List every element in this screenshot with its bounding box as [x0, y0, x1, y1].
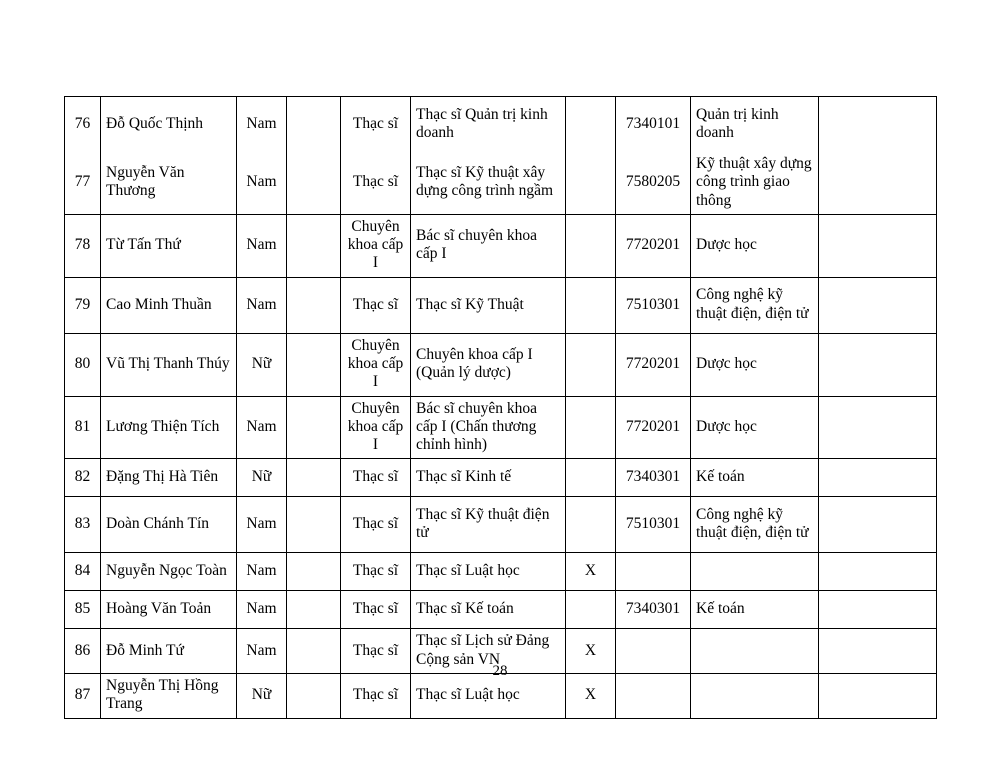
- cell-note: [819, 673, 937, 718]
- cell-degree: Thạc sĩ Luật học: [411, 553, 566, 591]
- cell-stt: 83: [65, 497, 101, 553]
- cell-degree: Thạc sĩ Luật học: [411, 673, 566, 718]
- page-number: 28: [492, 663, 508, 679]
- cell-level: Thạc sĩ: [341, 97, 411, 153]
- cell-major: Kế toán: [691, 459, 819, 497]
- cell-stt: 87: [65, 673, 101, 718]
- cell-sex: Nam: [237, 553, 287, 591]
- cell-name: Hoàng Văn Toản: [101, 591, 237, 629]
- table-row: [65, 277, 937, 333]
- cell-sex: Nam: [237, 396, 287, 459]
- cell-note: [819, 277, 937, 333]
- cell-code: 7340301: [616, 591, 691, 629]
- cell-sex2: [287, 277, 341, 333]
- cell-level: Chuyên khoa cấp I: [341, 396, 411, 459]
- table-row: [65, 152, 937, 214]
- cell-degree: Thạc sĩ Lịch sử Đảng Cộng sản VN: [411, 629, 566, 674]
- cell-sex: Nữ: [237, 333, 287, 396]
- cell-stt: 79: [65, 277, 101, 333]
- table-row: [65, 553, 937, 591]
- cell-degree: Thạc sĩ Kế toán: [411, 591, 566, 629]
- cell-sex: Nam: [237, 277, 287, 333]
- cell-note: [819, 333, 937, 396]
- cell-stt: 85: [65, 591, 101, 629]
- cell-code: 7340101: [616, 97, 691, 153]
- cell-name: Nguyễn Ngọc Toàn: [101, 553, 237, 591]
- cell-major: Kỹ thuật xây dựng công trình giao thông: [691, 152, 819, 214]
- cell-level: Chuyên khoa cấp I: [341, 333, 411, 396]
- table-row: [65, 673, 937, 718]
- cell-name: Vũ Thị Thanh Thúy: [101, 333, 237, 396]
- cell-stt: 80: [65, 333, 101, 396]
- cell-code: 7580205: [616, 152, 691, 214]
- cell-mark: [566, 152, 616, 214]
- cell-sex2: [287, 673, 341, 718]
- cell-sex2: [287, 497, 341, 553]
- cell-sex2: [287, 459, 341, 497]
- cell-code: 7340301: [616, 459, 691, 497]
- cell-mark: X: [566, 553, 616, 591]
- cell-stt: 76: [65, 97, 101, 153]
- table-row: [65, 459, 937, 497]
- table-row: [65, 497, 937, 553]
- cell-sex2: [287, 152, 341, 214]
- cell-sex2: [287, 591, 341, 629]
- table-row: [65, 214, 937, 277]
- cell-major: Dược học: [691, 333, 819, 396]
- cell-mark: [566, 497, 616, 553]
- cell-major: Dược học: [691, 396, 819, 459]
- cell-level: Thạc sĩ: [341, 673, 411, 718]
- cell-name: Từ Tấn Thứ: [101, 214, 237, 277]
- cell-sex: Nữ: [237, 673, 287, 718]
- cell-sex: Nam: [237, 591, 287, 629]
- cell-level: Thạc sĩ: [341, 591, 411, 629]
- cell-code: [616, 673, 691, 718]
- cell-name: Doàn Chánh Tín: [101, 497, 237, 553]
- cell-major: Quản trị kinh doanh: [691, 97, 819, 153]
- cell-note: [819, 497, 937, 553]
- cell-code: [616, 553, 691, 591]
- cell-name: Đỗ Quốc Thịnh: [101, 97, 237, 153]
- cell-major: [691, 553, 819, 591]
- cell-major: Công nghệ kỹ thuật điện, điện tử: [691, 497, 819, 553]
- cell-name: Cao Minh Thuần: [101, 277, 237, 333]
- table-body: [65, 97, 937, 719]
- personnel-table: [64, 96, 937, 719]
- cell-level: Thạc sĩ: [341, 277, 411, 333]
- cell-stt: 81: [65, 396, 101, 459]
- cell-degree: Thạc sĩ Kỹ thuật điện tử: [411, 497, 566, 553]
- cell-degree: Thạc sĩ Quản trị kinh doanh: [411, 97, 566, 153]
- cell-sex2: [287, 396, 341, 459]
- cell-sex: Nam: [237, 152, 287, 214]
- cell-level: Chuyên khoa cấp I: [341, 214, 411, 277]
- cell-code: 7510301: [616, 497, 691, 553]
- cell-sex: Nam: [237, 629, 287, 674]
- cell-level: Thạc sĩ: [341, 152, 411, 214]
- cell-level: Thạc sĩ: [341, 459, 411, 497]
- table-row: [65, 591, 937, 629]
- cell-degree: Thạc sĩ Kỹ thuật xây dựng công trình ngầm: [411, 152, 566, 214]
- cell-degree: Thạc sĩ Kỹ Thuật: [411, 277, 566, 333]
- cell-mark: X: [566, 673, 616, 718]
- cell-degree: Bác sĩ chuyên khoa cấp I: [411, 214, 566, 277]
- cell-code: 7720201: [616, 214, 691, 277]
- cell-note: [819, 396, 937, 459]
- cell-name: Nguyễn Thị Hồng Trang: [101, 673, 237, 718]
- cell-major: Kế toán: [691, 591, 819, 629]
- cell-note: [819, 459, 937, 497]
- cell-name: Đặng Thị Hà Tiên: [101, 459, 237, 497]
- cell-level: Thạc sĩ: [341, 629, 411, 674]
- cell-level: Thạc sĩ: [341, 497, 411, 553]
- cell-stt: 84: [65, 553, 101, 591]
- cell-major: Dược học: [691, 214, 819, 277]
- cell-mark: [566, 591, 616, 629]
- cell-note: [819, 97, 937, 215]
- cell-sex: Nữ: [237, 459, 287, 497]
- cell-stt: 82: [65, 459, 101, 497]
- cell-code: 7510301: [616, 277, 691, 333]
- cell-sex2: [287, 214, 341, 277]
- table-row: [65, 333, 937, 396]
- cell-code: 7720201: [616, 333, 691, 396]
- cell-degree: Chuyên khoa cấp I (Quản lý dược): [411, 333, 566, 396]
- cell-degree: Bác sĩ chuyên khoa cấp I (Chấn thương chỉnh hình): [411, 396, 566, 459]
- cell-sex: Nam: [237, 214, 287, 277]
- cell-sex: Nam: [237, 97, 287, 153]
- cell-stt: 86: [65, 629, 101, 674]
- cell-degree: Thạc sĩ Kinh tế: [411, 459, 566, 497]
- cell-mark: [566, 97, 616, 153]
- cell-major: Công nghệ kỹ thuật điện, điện tử: [691, 277, 819, 333]
- cell-code: 7720201: [616, 396, 691, 459]
- cell-major: [691, 673, 819, 718]
- cell-stt: 78: [65, 214, 101, 277]
- cell-stt: 77: [65, 152, 101, 214]
- cell-sex2: [287, 97, 341, 153]
- cell-mark: [566, 459, 616, 497]
- cell-name: Lương Thiện Tích: [101, 396, 237, 459]
- cell-sex2: [287, 333, 341, 396]
- table-row: [65, 396, 937, 459]
- table-row: [65, 97, 937, 153]
- cell-sex2: [287, 553, 341, 591]
- cell-sex: Nam: [237, 497, 287, 553]
- cell-name: Đỗ Minh Tứ: [101, 629, 237, 674]
- cell-level: Thạc sĩ: [341, 553, 411, 591]
- cell-mark: [566, 214, 616, 277]
- cell-mark: X: [566, 629, 616, 674]
- cell-note: [819, 553, 937, 591]
- cell-note: [819, 214, 937, 277]
- cell-name: Nguyễn Văn Thương: [101, 152, 237, 214]
- cell-mark: [566, 277, 616, 333]
- cell-mark: [566, 396, 616, 459]
- cell-note: [819, 591, 937, 629]
- cell-mark: [566, 333, 616, 396]
